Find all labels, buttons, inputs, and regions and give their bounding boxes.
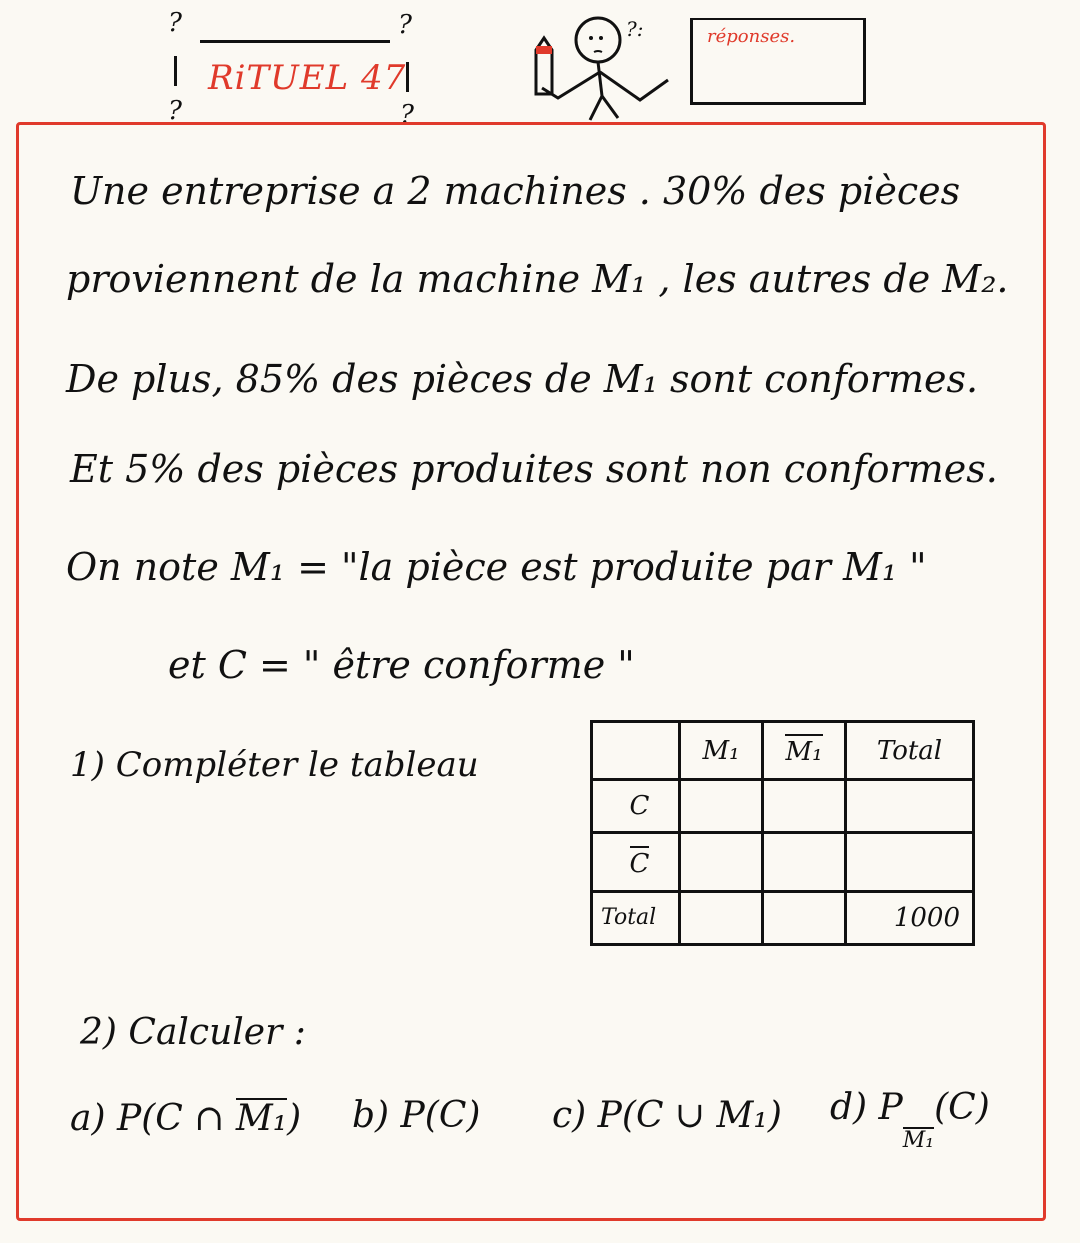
header-top-rule — [200, 40, 390, 43]
subscript-condition — [903, 1128, 934, 1153]
problem-line-5: On note M₁ = "la pièce est produite par M₁ " — [66, 545, 927, 589]
overlined-label: M₁ — [785, 734, 822, 767]
question-mark-icon: ? — [400, 100, 414, 130]
question-mark-icon: ? — [398, 10, 412, 40]
exclaim-stroke — [406, 62, 409, 92]
item-letter: b) — [352, 1095, 390, 1136]
thinking-marks: ?: — [626, 17, 644, 41]
table-cell — [680, 780, 763, 833]
contingency-table — [590, 720, 975, 946]
question-2d — [830, 1087, 990, 1153]
question-mark-icon: ? — [168, 8, 182, 38]
table-cell — [846, 780, 974, 833]
question-mark-icon: ? — [168, 96, 182, 126]
problem-line-2: proviennent de la machine M₁ , les autres de M₂. — [66, 257, 1009, 301]
table-cell — [846, 833, 974, 891]
item-letter: d) — [830, 1087, 868, 1128]
problem-line-3: De plus, 85% des pièces de M₁ sont conformes. — [66, 357, 979, 401]
table-header-m1: M₁ — [680, 722, 763, 780]
question-2-label: 2) Calculer : — [80, 1012, 306, 1053]
response-label: réponses. — [707, 26, 796, 47]
math-expression-after: (C) — [934, 1087, 990, 1128]
table-grand-total: 1000 — [846, 891, 974, 944]
table-row — [592, 780, 974, 833]
math-expression-close: ) — [287, 1098, 302, 1139]
problem-line-1: Une entreprise a 2 machines . 30% des pièces — [70, 169, 961, 213]
item-letter: a) — [70, 1098, 106, 1139]
overlined-event: M₁ — [235, 1098, 288, 1139]
math-expression: P — [878, 1087, 903, 1128]
page-title: RiTUEL 47 — [208, 58, 407, 98]
table-row — [592, 833, 974, 891]
table-cell — [763, 833, 846, 891]
question-2b — [352, 1095, 481, 1136]
table-cell — [680, 833, 763, 891]
table-row-label-c: C — [592, 780, 680, 833]
math-expression: P(C ∩ — [116, 1098, 236, 1139]
table-row-label-total: Total — [592, 891, 680, 944]
table-header-total: Total — [846, 722, 974, 780]
table-cell — [763, 891, 846, 944]
table-corner-cell — [592, 722, 680, 780]
question-2a — [70, 1098, 301, 1137]
overlined-label: C — [630, 846, 650, 879]
item-letter: c) — [552, 1095, 587, 1136]
table-row — [592, 891, 974, 944]
table-cell — [763, 780, 846, 833]
question-1-label: 1) Compléter le tableau — [70, 745, 479, 785]
exclaim-stroke — [174, 56, 177, 86]
problem-line-4: Et 5% des pièces produites sont non conformes. — [70, 447, 998, 491]
table-header-row — [592, 722, 974, 780]
table-cell — [680, 891, 763, 944]
response-box — [690, 18, 866, 105]
overlined-event: M₁ — [902, 1128, 935, 1153]
table-header-not-m1 — [763, 722, 846, 780]
problem-line-6: et C = " être conforme " — [168, 643, 635, 687]
stick-figure-icon — [528, 8, 688, 123]
question-2c — [552, 1095, 782, 1136]
math-expression: P(C) — [400, 1095, 481, 1136]
table-row-label-not-c — [592, 833, 680, 891]
math-expression: P(C ∪ M₁) — [597, 1095, 782, 1136]
